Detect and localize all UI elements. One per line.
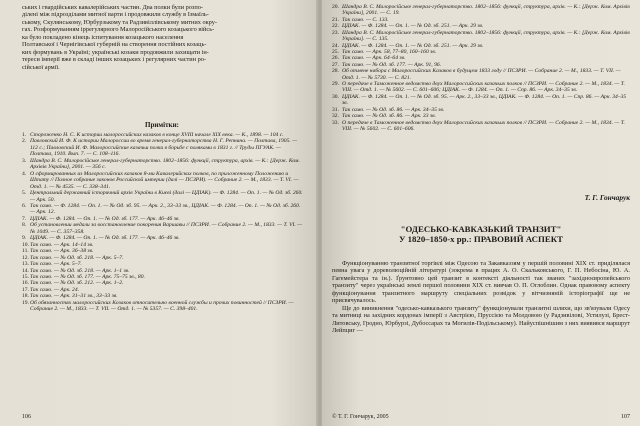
note-item [22, 300, 304, 313]
reference-item-text: Шандра В. С. Малоросійське генерал-губернаторство. 1802–1856: функції, структура, архів. — К.: [Держ. Ком. Архівів України]. — С. 135. [342, 29, 630, 43]
note-item-text: Об обязанностях малороссийских Козаков относительно военной службы и прочих повинностей // ПСЗРИ. — Собрание 2. — М., 1833. — Т. VII. — Отд. 1. — № 5357. — С. 398–401. [30, 299, 294, 313]
reference-item-number: 30. [332, 93, 339, 100]
note-item [22, 138, 304, 157]
note-item-number: 5. [22, 190, 27, 197]
reference-item-number: 31. [332, 106, 339, 113]
note-item-number: 15. [22, 273, 29, 280]
note-item-number: 2. [22, 138, 27, 145]
right-page [322, 0, 640, 426]
reference-item [332, 94, 630, 107]
note-item-number: 3. [22, 157, 27, 164]
reference-item-text: Об отмене набора с Малороссийских Казаков в будущем 1833 году // ПСЗРИ. — Собрание 2. — М., 1833. — Т. VII. — Отд. 1. — № 5730. — С. 821. [342, 68, 621, 81]
reference-item-number: 27. [332, 61, 339, 68]
note-item-text: Так само. — Арк. 24. [30, 286, 80, 293]
note-item-number: 7. [22, 215, 27, 222]
note-item-number: 9. [22, 235, 27, 242]
reference-item-text: ЦДІАК. — Ф. 1284. — Оп. 1. — № Од. зб. 251. — Арк. 29 зв. [342, 23, 484, 30]
article-title [332, 224, 630, 244]
reference-item [332, 120, 630, 133]
note-item-number: 11. [22, 248, 29, 255]
note-item-number: 12. [22, 254, 29, 261]
note-item-text: Центральний державний історичний архів України в Києві (далі — ЦДІАК). — Ф. 1284. — Оп. 1. — № Од. зб. 260. — Арк. 50. [30, 190, 303, 203]
body-line: ких формувань в Україні; українські козаки продовжили захищати ін- [22, 48, 209, 56]
note-item [22, 203, 304, 216]
note-item-text: Так само. — Арк. 31–31 зв., 33–33 зв. [30, 293, 118, 300]
note-item-text: Так само. — № Од. зб. 212. — Арк. 1–2. [30, 280, 124, 287]
article-author: Т. Г. Гончарук [584, 193, 630, 202]
reference-item-number: 32. [332, 113, 339, 120]
page-number-right: 107 [621, 414, 630, 420]
reference-item-number: 33. [332, 119, 339, 126]
reference-item-text: Шандра В. С. Малоросійське генерал-губернаторство. 1802–1856: функції, структура, архів. — К.: [Держ. Ком. Архівів України], 2001. — С. 19. [342, 4, 630, 17]
reference-item-text: Так само. — С. 133. [342, 16, 389, 23]
body-line: ському, Скулянському, Юрбурзькому та Радзивіллівському митних окру- [22, 18, 217, 26]
reference-item-text: ЦДІАК. — Ф. 1284. — Оп. 1. — № Од. зб. 95. — Арк. 2., 33–33 зв., ЦДІАК. — Ф. 1284. — Оп. 1. — Спр. 86. — Арк. 34–35 зв. [342, 93, 627, 107]
page-number-left: 106 [22, 414, 31, 420]
note-item-number: 18. [22, 293, 29, 300]
article-title-line1: "ОДЕСЬКО-КАВКАЗЬКИЙ ТРАНЗИТ" [400, 224, 562, 234]
body-line: Полтавської і Чернігівської губерній на створення постійних козаць- [22, 41, 207, 49]
reference-item-number: 26. [332, 55, 339, 62]
note-item [22, 190, 304, 203]
note-item-number: 8. [22, 222, 27, 229]
reference-item-text: Так само. — Арк. 58, 77–80, 160–160 зв. [342, 48, 437, 55]
note-item-number: 19. [22, 299, 29, 306]
notes-title: Примітки: [145, 121, 179, 129]
note-item-text: Павловский И. Ф. К истории Малороссии во время генерал-губернаторства Н. Г. Репнина. — Полтава, 1905. — 112 с.; Павловский И. Ф. Малороссийские казачьи полки в борьбе с поляками в 1831 г. // Труды ПГУАК. — Полтава, 1910. Вып. 7. — С. 108–116. [30, 138, 298, 158]
note-item-text: О сформированных из Малороссийских казаков 8-ми Кавалерийских полков, по приложенному Положению и Штату // Полное собрание законов Российской империи (далі — ПСЗРИ). — Собрание 2. — М., 1833. — Т. VI. — Отд. 1. — № 4535. — С. 338–341. [30, 170, 299, 190]
reference-item-text: О передаче в Таможенное ведомство двух Малороссийских казачьих полков // ПСЗРИ. — Собрание 2. — М., 1834. — Т. VIII. — Отд. 1. — № 5602. — С. 601–606; ЦДІАК. — Ф. 1284. — Оп. 1. — Спр. 86. — Арк. 34–35 зв. [342, 81, 625, 94]
note-item [22, 158, 304, 171]
note-item-number: 1. [22, 132, 27, 138]
article-paragraph: Функціонуванню транзитної торгівлі між Одесою та Закавказзям у першій половині XIX ст. приділялася певна увага у дореволюційній літературі (зокрема в працях А. О. Скальковського, Г. П. Небосіна, Ю. А. Гагемейстера та ін.). Ґрунтовно цей транзит в контексті діяльності так званих "західноєвропейського транзиту" через українські землі першої половини XIX ст. вивчав О. П. Оглоблин. Однак правовому аспекту функціонування транзитного маршруту спеціальних розвідок у вітчизняній історіографії ще не присвячувалось. [332, 260, 630, 305]
reference-item-number: 23. [332, 29, 339, 36]
body-line: ка було покладено кінець іспитування козацького населення [22, 33, 184, 41]
body-line: гах. Розформуванням іррегулярного Малоросійського козацького війсь- [22, 26, 215, 34]
note-item-text: ЦДІАК. — Ф. 1284. — Оп. 1. — № Од. зб. 177. — Арк. 46–46 зв. [30, 235, 180, 242]
body-line: ських і гвардійських кавалерійських частин. Два полки були розпо- [22, 4, 203, 11]
reference-item-text: ЦДІАК. — Ф. 1284. — Оп. 1. — № Од. зб. 251. — Арк. 29 зв. [342, 42, 484, 49]
note-item-text: Так само. — Арк. 36–38 зв. [30, 248, 94, 255]
body-line: тереси імперії вже в складі інших козацьких і регулярних частин ро- [22, 56, 207, 64]
note-item-number: 16. [22, 280, 29, 287]
article-title-line2: У 1820–1850-х рр.: ПРАВОВИЙ АСПЕКТ [398, 234, 563, 245]
reference-item [332, 81, 630, 94]
note-item-number: 4. [22, 170, 27, 177]
reference-item-number: 29. [332, 81, 339, 88]
reference-item-text: Так само. — № Од. зб. 86. — Арк. 34–35 зв. [342, 106, 445, 113]
note-item-text: Так само. — № Од. зб. 177. — Арк. 75–75 зв., 80. [30, 273, 145, 280]
article-body [332, 260, 630, 335]
reference-item [332, 68, 630, 81]
reference-item-text: Так само. — № Од. зб. 86. — Арк. 33 зв. [342, 113, 436, 120]
note-item-text: Шандра В. С. Малоросійське генерал-губернаторство. 1802–1856: функції, структура, архів. — К.: [Держ. Ком. Архівів України], 2001. — 356 с. [30, 157, 300, 171]
note-item-text: Стороженко Н. С. К истории малороссийских казаков в конце XVIII начале XIX века. — К., 1898. — 104 с. [30, 132, 284, 138]
reference-item [332, 4, 630, 17]
note-item-number: 14. [22, 267, 29, 274]
note-item-text: Так само. — № Од. зб. 218. — Арк. 1–1 зв. [30, 267, 130, 274]
copyright-line: © Т. Г. Гончарук, 2005 [332, 414, 389, 420]
reference-item-number: 22. [332, 23, 339, 30]
note-item-number: 6. [22, 202, 27, 209]
reference-item-number: 21. [332, 16, 339, 23]
notes-list [22, 132, 304, 313]
reference-item-text: Так само. — № Од. зб. 177. — Арк. 91, 96. [342, 61, 442, 68]
note-item-number: 10. [22, 241, 29, 248]
reference-item-text: О передаче в Таможенное ведомство двух Малороссийских казачьих полков // ПСЗРИ. — Собрание 2. — М., 1834. — Т. VIII. — № 5602. — С. 601–606. [342, 119, 625, 133]
note-item-text: ЦДІАК. — Ф. 1284. — Оп. 1. — № Од. зб. 177. — Арк. 46–46 зв. [30, 215, 180, 222]
reference-item-number: 28. [332, 68, 339, 75]
reference-item-number: 24. [332, 42, 339, 49]
note-item-text: Об установлении медали за восстановление покорения Варшавы // ПСЗРИ. — Собрание 2. — М., 1833. — Т. VI. — № 1049. — С. 357–358. [30, 222, 303, 235]
left-page [0, 0, 318, 426]
reference-item-number: 20. [332, 4, 339, 10]
body-line: сійської армії. [22, 63, 60, 71]
note-item-text: Так само. — Арк. 5–7. [30, 261, 82, 268]
note-item [22, 171, 304, 190]
note-item-number: 13. [22, 261, 29, 268]
reference-item-number: 25. [332, 48, 339, 55]
note-item [22, 222, 304, 235]
note-item-number: 17. [22, 286, 29, 293]
note-item-text: Так само. — № Од. зб. 218. — Арк. 5–7. [30, 254, 124, 261]
reference-item [332, 30, 630, 43]
left-page-body [22, 4, 302, 71]
note-item-text: Так само. — Ф. 1284. — Оп. 1. — № Од. зб. 95. — Арк. 2., 33–33 зв., ЦДІАК. — Ф. 1284. — Оп. 1. — № Од. зб. 260. — Арк. 12. [30, 202, 301, 216]
reference-item-text: Так само. — Арк. 64–64 зв. [342, 55, 406, 62]
note-item-text: Так само. — Арк. 14–14 зв. [30, 241, 94, 248]
body-line: ділені між підрозділами митної варти і продовжили службу в Ізмаїль- [22, 11, 209, 19]
article-paragraph: Ще до виникнення "одесько-кавказького транзиту" функціонували транзитні шляхи, що зв'язували Одесу та митниці на західних кордонах імперії з Австрією, Пруссією та Молдовою (у Радзивілові, Устилузі, Брест-Литовську, Гродно, Юрбурзі, Дубоссарах та Могилів-Подільському). Найуспішнішим з них виявився маршрут Лейпциг — [332, 304, 630, 335]
references-list [332, 4, 630, 132]
